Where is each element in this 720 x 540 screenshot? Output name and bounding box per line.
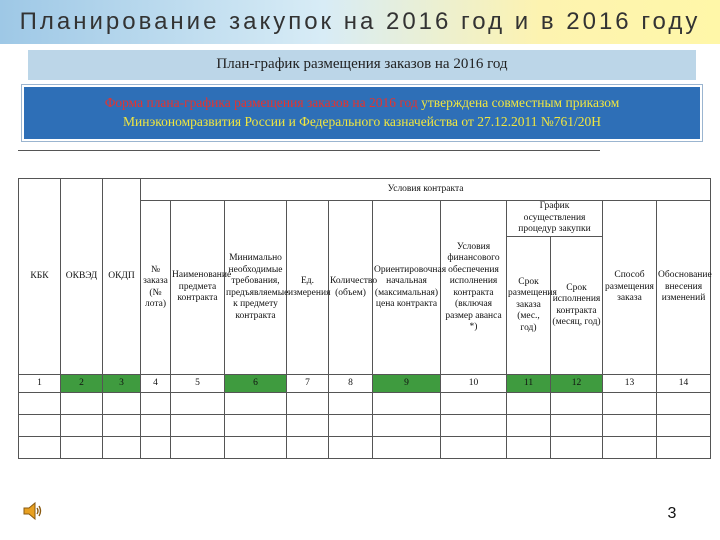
col-number: 9 bbox=[373, 375, 441, 393]
title-bar bbox=[0, 0, 720, 44]
notice-part-1: Форма плана-графика размещения заказов на 2016 год bbox=[104, 95, 418, 110]
subtitle-bar bbox=[28, 50, 696, 80]
col-number: 6 bbox=[225, 375, 287, 393]
header-unit: Ед. измерения bbox=[287, 201, 329, 375]
col-number: 14 bbox=[657, 375, 711, 393]
header-quantity: Количество (объем) bbox=[329, 201, 373, 375]
header-requirements: Минимально необходимые требования, предъявляемые к предмету контракта bbox=[225, 201, 287, 375]
col-number: 12 bbox=[551, 375, 603, 393]
table-row bbox=[19, 393, 711, 415]
notice-box bbox=[22, 85, 702, 141]
col-number: 2 bbox=[61, 375, 103, 393]
table-row bbox=[19, 437, 711, 459]
column-number-row bbox=[19, 375, 711, 393]
divider-line bbox=[18, 150, 600, 151]
header-financial-terms: Условия финансового обеспечения исполнения контракта (включая размер аванса *) bbox=[441, 201, 507, 375]
header-initial-price: Ориентировочная начальная (максимальная) цена контракта bbox=[373, 201, 441, 375]
header-execution-date: Срок исполнения контракта (месяц, год) bbox=[551, 237, 603, 375]
header-schedule: График осуществления процедур закупки bbox=[507, 201, 603, 237]
col-number: 8 bbox=[329, 375, 373, 393]
col-number: 13 bbox=[603, 375, 657, 393]
header-okdp: ОКДП bbox=[103, 179, 141, 375]
notice-part-2: утверждена совместным приказом bbox=[417, 95, 620, 110]
col-number: 10 bbox=[441, 375, 507, 393]
header-subject-name: Наименование предмета контракта bbox=[171, 201, 225, 375]
page-number: 3 bbox=[667, 505, 677, 522]
table-row bbox=[19, 415, 711, 437]
col-number: 11 bbox=[507, 375, 551, 393]
header-okved: ОКВЭД bbox=[61, 179, 103, 375]
col-number: 5 bbox=[171, 375, 225, 393]
header-contract-conditions: Условия контракта bbox=[141, 179, 711, 201]
col-number: 3 bbox=[103, 375, 141, 393]
col-number: 1 bbox=[19, 375, 61, 393]
header-kbk: КБК bbox=[19, 179, 61, 375]
col-number: 4 bbox=[141, 375, 171, 393]
speaker-icon[interactable] bbox=[22, 500, 44, 522]
header-order-date: Срок размещения заказа (мес., год) bbox=[507, 237, 551, 375]
header-lot-number: № заказа (№ лота) bbox=[141, 201, 171, 375]
header-change-reason: Обоснование внесения изменений bbox=[657, 201, 711, 375]
col-number: 7 bbox=[287, 375, 329, 393]
plan-schedule-table bbox=[18, 178, 711, 459]
notice-part-3: Минэкономразвития России и Федерального казначейства от 27.12.2011 №761/20Н bbox=[123, 114, 601, 129]
subtitle: План-график размещения заказов на 2016 год bbox=[216, 56, 508, 72]
header-method: Способ размещения заказа bbox=[603, 201, 657, 375]
page-title: Планирование закупок на 2016 год и в 2016 году bbox=[19, 8, 701, 35]
